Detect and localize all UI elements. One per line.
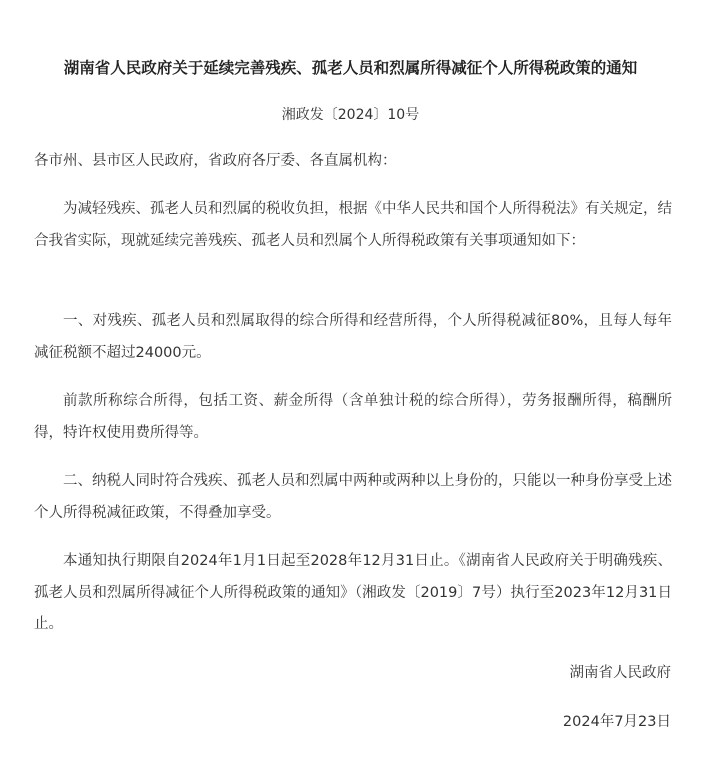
- body-paragraph: 为减轻残疾、孤老人员和烈属的税收负担，根据《中华人民共和国个人所得税法》有关规定，结合我省实际，现就延续完善残疾、孤老人员和烈属个人所得税政策有关事项通知如下：: [34, 201, 672, 249]
- body-paragraph: 二、纳税人同时符合残疾、孤老人员和烈属中两种或两种以上身份的，只能以一种身份享受上述个人所得税减征政策，不得叠加享受。: [34, 473, 672, 521]
- document-number: 湘政发〔2024〕10号: [281, 107, 420, 123]
- body-paragraph: 一、对残疾、孤老人员和烈属取得的综合所得和经营所得，个人所得税减征80%，且每人每年减征税额不超过24000元。: [34, 313, 672, 361]
- body-paragraph: 前款所称综合所得，包括工资、薪金所得（含单独计税的综合所得），劳务报酬所得，稿酬所得，特许权使用费所得等。: [34, 393, 672, 441]
- issue-date: 2024年7月23日: [562, 714, 671, 730]
- document-title: 湖南省人民政府关于延续完善残疾、孤老人员和烈属所得减征个人所得税政策的通知: [63, 59, 638, 77]
- issuing-authority: 湖南省人民政府: [569, 665, 671, 681]
- salutation: 各市州、县市区人民政府，省政府各厅委、各直属机构：: [34, 153, 397, 169]
- body-paragraph: 本通知执行期限自2024年1月1日起至2028年12月31日止。《湖南省人民政府关于明确残疾、孤老人员和烈属所得减征个人所得税政策的通知》（湘政发〔2019〕7号）执行至2023年12月31日止。: [34, 553, 672, 632]
